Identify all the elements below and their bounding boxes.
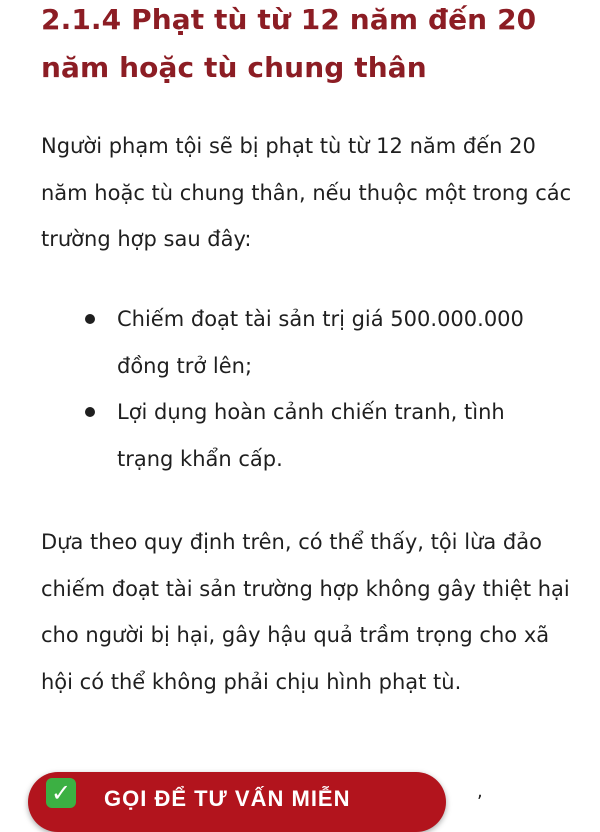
check-icon: ✓	[46, 778, 76, 808]
list-item	[0, 389, 557, 482]
list-item	[0, 296, 557, 389]
bullet-icon	[85, 407, 95, 417]
call-consultation-button[interactable]	[28, 772, 446, 832]
bullet-text: Lợi dụng hoàn cảnh chiến tranh, tình trạng khẩn cấp.	[117, 400, 505, 471]
truncated-text-fragment: ,	[477, 781, 483, 802]
bullet-icon	[85, 314, 95, 324]
bullet-text: Chiếm đoạt tài sản trị giá 500.000.000 đồng trở lên;	[117, 307, 524, 378]
intro-paragraph: Người phạm tội sẽ bị phạt tù từ 12 năm đến 20 năm hoặc tù chung thân, nếu thuộc một trong các trường hợp sau đây:	[41, 134, 572, 251]
section-heading: 2.1.4 Phạt tù từ 12 năm đến 20 năm hoặc tù chung thân	[41, 3, 537, 84]
call-button-label: GỌI ĐỂ TƯ VẤN MIỄN	[104, 786, 351, 811]
conclusion-paragraph: Dựa theo quy định trên, có thể thấy, tội lừa đảo chiếm đoạt tài sản trường hợp không gây thiệt hại cho người bị hại, gây hậu quả trầm trọng cho xã hội có thể không phải chịu hình phạt tù.	[41, 530, 570, 694]
bullet-list	[0, 296, 600, 482]
